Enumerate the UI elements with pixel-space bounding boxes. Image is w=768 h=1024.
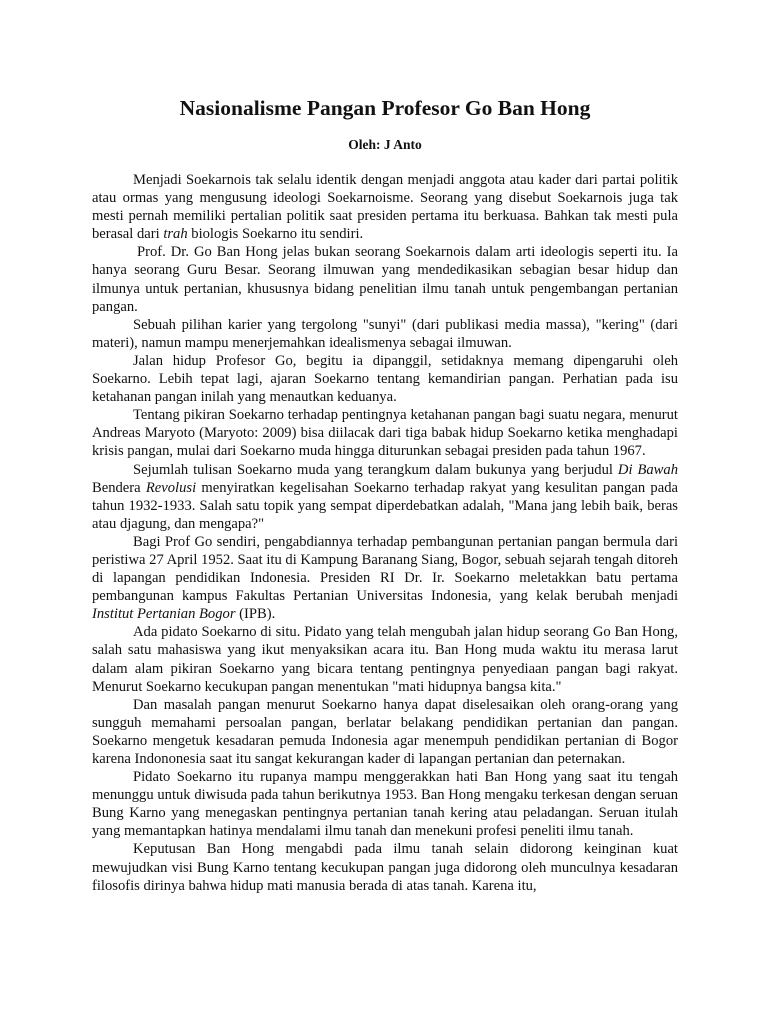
paragraph-text: Jalan hidup Profesor Go, begitu ia dipanggil, setidaknya memang dipengaruhi oleh Soekarno. Lebih tepat lagi, ajaran Soekarno tentang kemandirian pangan. Perhatian pada isu ketahanan pangan inilah yang menautkan keduanya. (92, 352, 678, 406)
document-title: Nasionalisme Pangan Profesor Go Ban Hong (179, 96, 591, 120)
italic-text: Revolusi (145, 479, 197, 496)
italic-text: Di Bawah (617, 461, 679, 478)
document-author: Oleh: J Anto (348, 137, 422, 152)
paragraph-text: Bagi Prof Go sendiri, pengabdiannya terhadap pembangunan pertanian pangan bermula dari peristiwa 27 April 1952. Saat itu di Kampung Baranang Siang, Bogor, sebuah sejarah tengah ditoreh di lapangan pendidikan Indonesia. Presiden RI Dr. Ir. Soekarno meletakkan batu pertama pembangunan kampus Fakultas Pertanian Universitas Indonesia, yang kelak berubah menjadi (92, 533, 678, 605)
paragraph-text: Keputusan Ban Hong mengabdi pada ilmu tanah selain didorong keinginan kuat mewujudkan visi Bung Karno tentang kecukupan pangan juga didorong oleh munculnya kesadaran filosofis dirinya bahwa hidup mati manusia berada di atas tanah. Karena itu, (92, 841, 678, 894)
paragraph-text: Sejumlah tulisan Soekarno muda yang terangkum dalam bukunya yang berjudul (133, 461, 618, 478)
paragraph-text: Dan masalah pangan menurut Soekarno hanya dapat diselesaikan oleh orang-orang yang sungguh memahami persoalan pangan, berlatar belakang pendidikan pertanian dan pangan. Soekarno mengetuk kesadaran pemuda Indonesia agar menempuh pendidikan pertanian di Bogor karena Indononesia saat itu sangat kekurangan kader di lapangan pertanian dan peternakan. (92, 696, 678, 767)
body-paragraph (92, 352, 678, 406)
body-paragraph (92, 243, 678, 315)
italic-text: Institut Pertanian Bogor (92, 606, 236, 623)
paragraph-text: (IPB). (235, 606, 276, 623)
body-paragraph (92, 316, 678, 352)
paragraph-text: menyiratkan kegelisahan Soekarno terhadap rakyat yang kesulitan pangan pada tahun 1932-1933. Salah satu topik yang sempat diperdebatkan adalah, "Mana jang lebih baik, beras atau djagung, dan mengapa?" (92, 479, 678, 532)
body-paragraph (92, 406, 678, 460)
paragraph-text: Pidato Soekarno itu rupanya mampu menggerakkan hati Ban Hong yang saat itu tengah menunggu untuk diwisuda pada tahun berikutnya 1953. Ban Hong mengaku terkesan dengan seruan Bung Karno yang menegaskan pentingnya pertanian tanah kering atau peladangan. Seruan itulah yang memantapkan hatinya mendalami ilmu tanah dan menekuni profesi peneliti ilmu tanah. (92, 769, 678, 840)
body-paragraph (92, 840, 678, 894)
body-paragraph (92, 623, 678, 695)
body-paragraph (92, 696, 678, 768)
document-body (92, 171, 678, 895)
paragraph-text: Prof. Dr. Go Ban Hong jelas bukan seorang Soekarnois dalam arti ideologis seperti itu. Ia hanya seorang Guru Besar. Seorang ilmuwan yang mendedikasikan sebagian besar hidup dan ilmunya untuk pertanian, khususnya bidang penelitian ilmu tanah untuk pengembangan pertanian pangan. (92, 244, 678, 315)
document-page (92, 94, 678, 895)
paragraph-text: Ada pidato Soekarno di situ. Pidato yang telah mengubah jalan hidup seorang Go Ban Hong, salah satu mahasiswa yang ikut menyaksikan acara itu. Ban Hong muda waktu itu merasa larut dalam alam pikiran Soekarno yang bicara tentang pentingnya penyediaan pangan bagi rakyat. Menurut Soekarno kecukupan pangan menentukan "mati hidupnya bangsa kita." (92, 624, 678, 695)
body-paragraph (92, 533, 678, 623)
body-paragraph (92, 171, 678, 243)
paragraph-text: Tentang pikiran Soekarno terhadap pentingnya ketahanan pangan bagi suatu negara, menurut Andreas Maryoto (Maryoto: 2009) bisa diilacak dari tiga babak hidup Soekarno ketika menghadapi krisis pangan, mulai dari Soekarno muda hingga diturunkan sebagai presiden pada tahun 1967. (92, 407, 678, 460)
paragraph-text: Sebuah pilihan karier yang tergolong "sunyi" (dari publikasi media massa), "kering" (dari materi), namun mampu menerjemahkan idealismenya sebagai ilmuwan. (92, 316, 678, 351)
body-paragraph (92, 768, 678, 840)
paragraph-text: biologis Soekarno itu sendiri. (187, 226, 364, 243)
body-paragraph (92, 461, 678, 533)
paragraph-text: Bendera (92, 479, 146, 496)
italic-text: trah (163, 226, 188, 243)
paragraph-text: Menjadi Soekarnois tak selalu identik dengan menjadi anggota atau kader dari partai politik atau ormas yang mengusung ideologi Soekarnoisme. Seorang yang disebut Soekarnois juga tak mesti pernah memiliki pertalian politik saat presiden pertama itu berkuasa. Bahkan tak mesti pula berasal dari (92, 172, 678, 243)
